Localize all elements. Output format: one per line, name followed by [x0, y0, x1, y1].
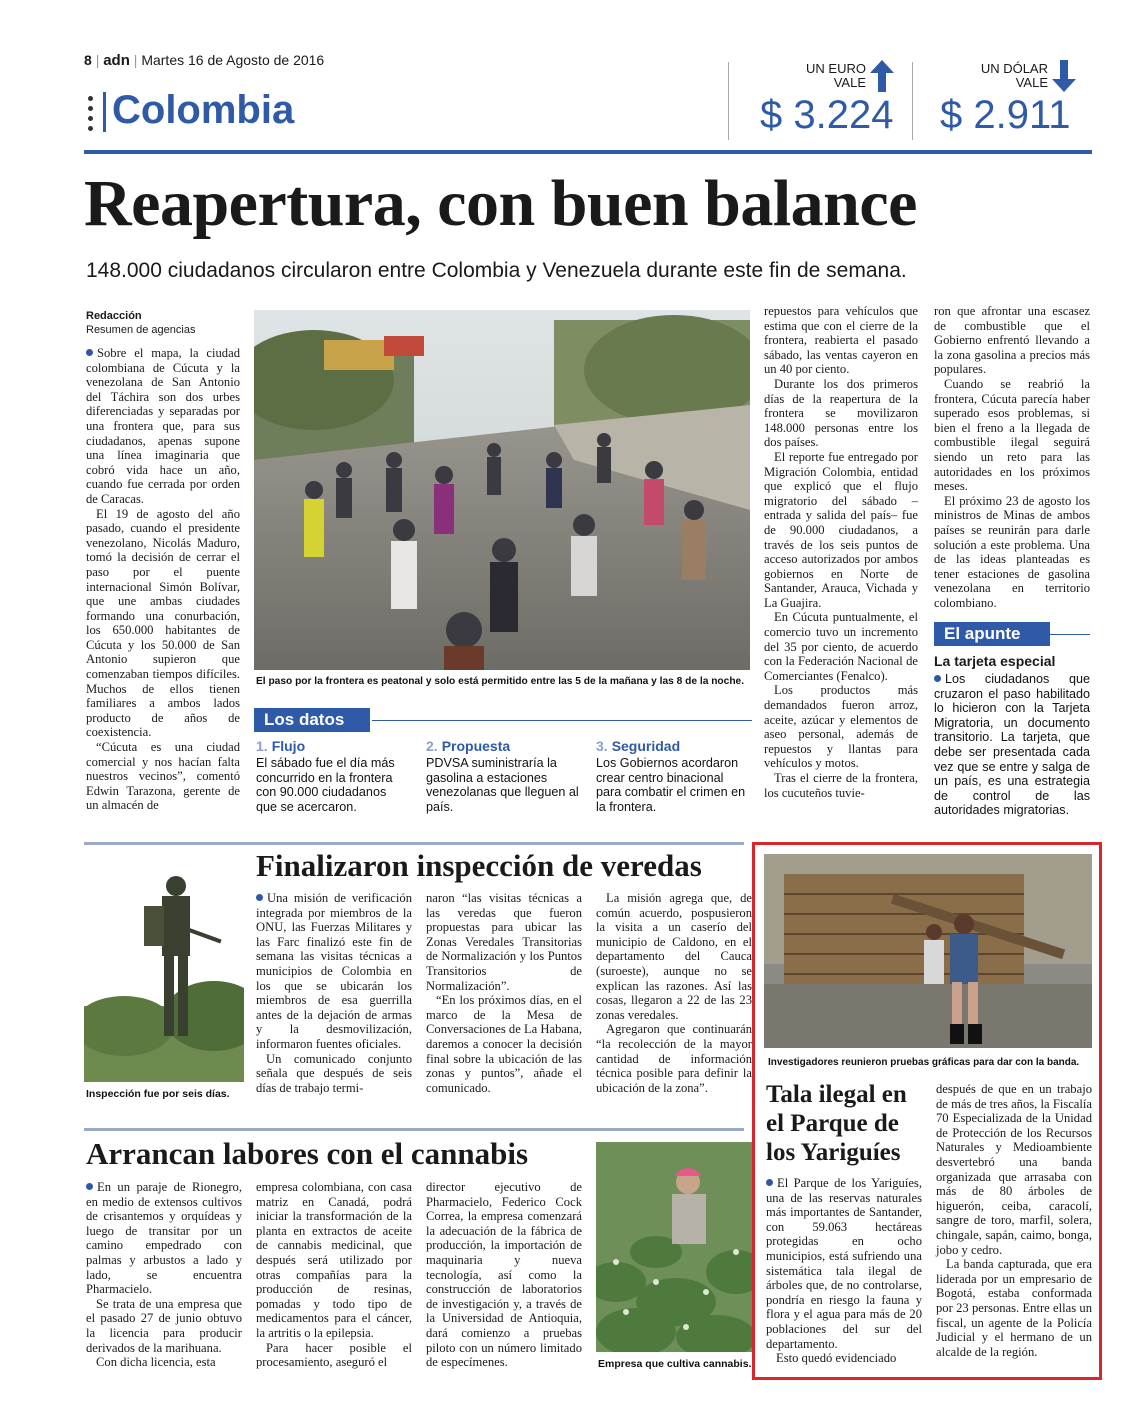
euro-vale-label: VALE — [833, 75, 866, 90]
bullet-icon — [86, 349, 93, 356]
lead-column-4 — [934, 304, 1090, 610]
datos-item-number: 2. — [426, 738, 438, 754]
arrow-up-icon — [870, 60, 894, 92]
lead-photo-caption: El paso por la frontera es peatonal y solo está permitido entre las 5 de la mañana y las 8 de la noche. — [256, 676, 745, 687]
paragraph: Para hacer posible el procesamiento, aseguró el — [256, 1340, 412, 1370]
datos-item-text: PDVSA suministraría la gasolina a estaciones venezolanas que lleguen al país. — [426, 756, 579, 814]
paragraph: Con dicha licencia, esta — [96, 1355, 216, 1370]
veredas-photo-caption: Inspección fue por seis días. — [86, 1088, 230, 1100]
paragraph: Cuando se reabrió la frontera, Cúcuta parecía haber superado esos problemas, si bien el freno a la llegada de combustible ilegal seguirá siendo un reto para las autoridades en los próximos meses. — [934, 376, 1090, 494]
cannabis-column-1 — [86, 1180, 242, 1370]
lead-column-3 — [764, 304, 918, 800]
cannabis-headline: Arrancan labores con el cannabis — [86, 1136, 529, 1171]
paragraph: El Parque de los Yariguíes, una de las reservas naturales más importantes de Santander, con 59.063 hectáreas protegidas en ocho municipios, está sufriendo una sistemática tala ilegal de árboles que, de no controlarse, pondría en riesgo la fauna y flora y el agua para más de 20 poblaciones del sur del departamento. — [766, 1176, 922, 1351]
tala-photo — [764, 854, 1092, 1048]
issue-date: Martes 16 de Agosto de 2016 — [141, 52, 325, 68]
lead-subhead: 148.000 ciudadanos circularon entre Colombia y Venezuela durante este fin de semana. — [86, 259, 907, 282]
byline-name: Redacción — [86, 310, 142, 322]
bullet-icon — [766, 1179, 773, 1186]
paragraph: naron “las visitas técnicas a las veredas que fueron propuestas para ubicar las Zonas Veredales Transitorias de Normalización y los Puntos Transitorios de Normalización”. — [426, 891, 582, 993]
dollar-vale-label: VALE — [1015, 75, 1048, 90]
dollar-value: $ 2.911 — [940, 93, 1071, 137]
euro-label: UN EURO — [806, 61, 866, 76]
lead-photo — [254, 310, 750, 670]
datos-item-head: Seguridad — [611, 738, 681, 754]
masthead-rule — [84, 150, 1092, 154]
datos-item — [256, 738, 406, 814]
paragraph: “Cúcuta es una ciudad comercial y nos hacían falta nuestros vecinos”, comentó Edwin Tarazona, gerente de un almacén de — [86, 740, 240, 813]
currency-divider-2 — [912, 62, 913, 140]
veredas-column-3 — [596, 891, 752, 1095]
bullet-icon — [934, 675, 941, 682]
paragraph: El 19 de agosto del año pasado, cuando el presidente venezolano, Nicolás Maduro, tomó la decisión de cerrar el paso por el puente internacional Simón Bolívar, que une ambas ciudades formando una conurbación, los 650.000 habitantes de Cúcuta y los 50.000 de San Antonio supieron que comenzaban tiempos difíciles. Muchos de ellos tienen familiares a ambos lados producto de años de coexistencia. — [86, 506, 240, 740]
paragraph: Una misión de verificación integrada por miembros de la ONU, las Fuerzas Militares y las Farc finalizó este fin de semana las visitas técnicas a municipios de Colombia en los que se ubicarán los miembros de esa guerrilla antes de la dejación de armas y la desmovilización, informaron fuentes oficiales. — [256, 891, 412, 1051]
paragraph: El reporte fue entregado por Migración Colombia, entidad que explicó que el flujo migratorio del sábado –entrada y salida del país– fue de 90.000 ciudadanos, a través de los seis puntos de acceso autorizados por ambos gobiernos en Norte de Santander, Arauca, Vichada y La Guajira. — [764, 449, 918, 610]
datos-item-number: 3. — [596, 738, 608, 754]
paragraph: Durante los dos primeros días de la reapertura de la frontera se movilizaron 148.000 personas entre los dos países. — [764, 376, 918, 450]
datos-item-head: Propuesta — [441, 738, 511, 754]
veredas-headline: Finalizaron inspección de veredas — [256, 848, 702, 883]
apunte-rule — [1050, 634, 1090, 635]
paragraph: La misión agrega que, de común acuerdo, pospusieron la visita a un caserío del municipio de Caldono, en el departamento del Cauca (suroeste), aunque no se explican las razones. Así las cosas, llegaron a 22 de las 23 zonas veredales. — [596, 891, 752, 1022]
section-separator — [84, 1128, 744, 1131]
lead-headline: Reapertura, con buen balance — [84, 167, 917, 240]
paragraph: El próximo 23 de agosto los ministros de Minas de ambos países se reunirán para darle solución a este problema. Una de las ideas planteadas es tener estaciones de gasolina venezolana en territorio colombiano. — [934, 493, 1090, 610]
datos-item-head: Flujo — [271, 738, 306, 754]
cannabis-photo — [596, 1142, 752, 1352]
section-dots-icon — [88, 96, 96, 132]
masthead: 8 | adn | Martes 16 de Agosto de 2016 — [84, 52, 325, 69]
euro-value: $ 3.224 — [760, 93, 894, 137]
lead-column-1 — [86, 346, 240, 813]
paragraph: En Cúcuta puntualmente, el comercio tuvo un incremento del 35 por ciento, de acuerdo con la Federación Nacional de Comerciantes (Fenalco). — [764, 610, 918, 683]
paragraph: repuestos para vehículos que estima que con el cierre de la frontera, reabierta el pasado sábado, las ventas cayeron en un 40 por ciento. — [764, 304, 918, 377]
veredas-column-1 — [256, 891, 412, 1095]
tala-photo-caption: Investigadores reunieron pruebas gráficas para dar con la banda. — [768, 1057, 1080, 1068]
brand-logo: adn — [103, 52, 130, 69]
cannabis-photo-caption: Empresa que cultiva cannabis. — [598, 1358, 752, 1370]
section-title: Colombia — [112, 88, 295, 132]
datos-item — [426, 738, 581, 814]
bullet-icon — [256, 894, 263, 901]
tala-column-1 — [766, 1176, 922, 1366]
paragraph: Sobre el mapa, la ciudad colombiana de Cúcuta y la venezolana de San Antonio del Táchira son dos urbes diferenciadas y separadas por una frontera que, para sus ciudadanos, apenas supone una línea imaginaria que cobró vida hace un año, cuando fue cerrada por orden de Caracas. — [86, 346, 240, 506]
paragraph: En un paraje de Rionegro, en medio de extensos cultivos de crisantemos y orquídeas y luego de transitar por un camino empedrado con palmas y arbustos a lado y lado, se encuentra Pharmacielo. — [86, 1180, 242, 1297]
bullet-icon — [86, 1183, 93, 1190]
byline-source: Resumen de agencias — [86, 324, 196, 336]
paragraph: empresa colombiana, con casa matriz en Canadá, podrá iniciar la transformación de la planta en extractos de aceite de cannabis medicinal, que después será utilizado por otras compañías para la producción de resinas, pomadas y todo tipo de medicamentos para el cáncer, la artritis o la epilepsia. — [256, 1180, 412, 1340]
datos-item-number: 1. — [256, 738, 268, 754]
paragraph: Los productos más demandados fueron arroz, aceite, azúcar y elementos de aseo personal, además de repuestos y llantas para vehículos y motos. — [764, 683, 918, 771]
apunte-text: Los ciudadanos que cruzaron el paso habilitado lo hicieron con la Tarjeta Migratoria, un documento transitorio. La tarjeta, que debe ser presentada cada vez que se entre y salga de un país, es una estrategia de control de las autoridades migratorias. — [934, 672, 1090, 818]
veredas-column-2 — [426, 891, 582, 1095]
cannabis-column-2 — [256, 1180, 412, 1370]
datos-item-text: Los Gobiernos acordaron crear centro binacional para combatir el crimen en la frontera. — [596, 756, 746, 814]
datos-title: Los datos — [254, 708, 370, 732]
apunte-subtitle: La tarjeta especial — [934, 653, 1056, 669]
paragraph: Se trata de una empresa que el pasado 27 de junio obtuvo la licencia para producir derivados de la marihuana. — [86, 1296, 242, 1355]
page-number: 8 — [84, 52, 92, 68]
tala-column-2 — [936, 1082, 1092, 1359]
paragraph: después de que en un trabajo de más de tres años, la Fiscalía 70 Especializada de la Unidad de Protección de los Recursos Naturales y Medioambiente desvertebró una banda organizada que arrasaba con más de 80 árboles de higuerón, ceiba, caracolí, sangre de toro, marfil, solera, chingale, sapán, caimo, bonga, jobo y cedro. — [936, 1082, 1092, 1257]
byline — [86, 309, 246, 337]
section-separator — [84, 842, 744, 845]
paragraph: “En los próximos días, en el marco de la Mesa de Conversaciones de La Habana, daremos a conocer la decisión final sobre la ubicación de las zonas y puntos”, añade el comunicado. — [426, 993, 582, 1095]
paragraph: Un comunicado conjunto señala que después de seis días de trabajo termi- — [256, 1051, 412, 1095]
veredas-photo — [84, 856, 244, 1082]
paragraph: La banda capturada, que era liderada por un empresario de Bogotá, estaba conformada por 23 personas. Entre ellas un fiscal, un agente de la Policía Judicial y el hermano de un alcalde de la región. — [936, 1257, 1092, 1359]
paragraph: ron que afrontar una escasez de combustible que el Gobierno enfrentó llevando a la zona gasolina a precios más populares. — [934, 304, 1090, 377]
currency-divider-1 — [728, 62, 729, 140]
paragraph: Agregaron que continuarán “la recolección de la mayor cantidad de información técnica posible para definir la ubicación de la zona”. — [596, 1022, 752, 1095]
paragraph: director ejecutivo de Pharmacielo, Federico Cock Correa, la empresa comenzará la adecuación de la fábrica de producción, la importación de maquinaria y nueva tecnología, así como la construcción de laboratorios de investigación y, a través de la Universidad de Antioquia, dará comienzo a pruebas piloto con un número limitado de especímenes. — [426, 1180, 582, 1370]
apunte-title: El apunte — [934, 622, 1050, 646]
tala-headline: Tala ilegal en el Parque de los Yariguíes — [766, 1081, 907, 1166]
datos-rule — [372, 720, 752, 721]
euro-rate — [740, 58, 908, 142]
cannabis-column-3 — [426, 1180, 582, 1370]
datos-item-text: El sábado fue el día más concurrido en la frontera con 90.000 ciudadanos que se acercaron. — [256, 756, 395, 814]
section-divider — [103, 92, 106, 132]
arrow-down-icon — [1052, 60, 1076, 92]
paragraph: Tras el cierre de la frontera, los cucuteños tuvie- — [764, 771, 918, 800]
datos-item — [596, 738, 751, 814]
paragraph: Esto quedó evidenciado — [776, 1351, 897, 1366]
dollar-label: UN DÓLAR — [980, 61, 1048, 76]
dollar-rate — [920, 58, 1090, 142]
